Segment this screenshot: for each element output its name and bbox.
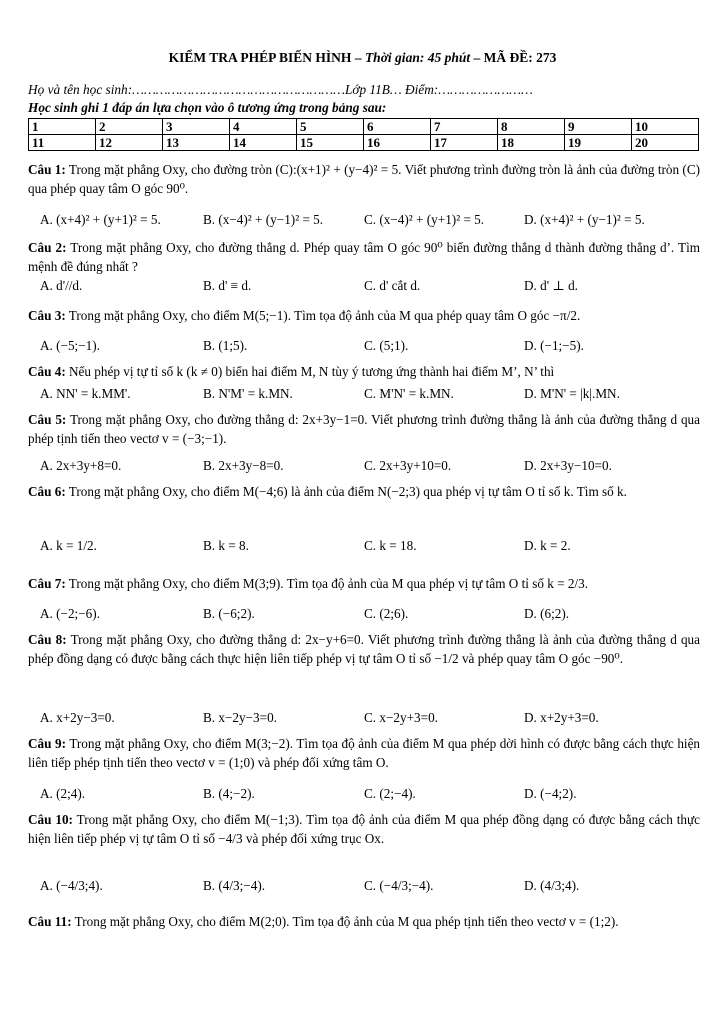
question-text: Trong mặt phẳng Oxy, cho điểm M(−4;6) là ảnh của điểm N(−2;3) qua phép vị tự tâm O tỉ số k. Tìm số k. <box>68 484 627 499</box>
question-6 <box>28 482 700 501</box>
option-d[interactable]: D. d' ⊥ d. <box>524 278 578 293</box>
title-time: Thời gian: 45 phút <box>364 50 471 65</box>
question-label: Câu 8: <box>28 632 67 647</box>
option-b[interactable]: B. x−2y−3=0. <box>203 710 277 725</box>
answer-cell[interactable]: 10 <box>632 119 699 135</box>
option-a[interactable]: A. x+2y−3=0. <box>40 710 115 725</box>
question-text: Trong mặt phẳng Oxy, cho điểm M(−1;3). Tìm tọa độ ảnh của điểm M qua phép đồng dạng có được bằng cách thực hiện liên tiếp phép vị tự tâm O tỉ số −4/3 và phép đối xứng trục Ox. <box>28 812 701 846</box>
option-a[interactable]: A. (−5;−1). <box>40 338 100 353</box>
question-2 <box>28 238 700 276</box>
option-b[interactable]: B. (1;5). <box>203 338 248 353</box>
option-a[interactable]: A. (x+4)² + (y+1)² = 5. <box>40 212 161 227</box>
question-4 <box>28 362 700 381</box>
title-code: MÃ ĐỀ: 273 <box>483 50 557 65</box>
option-c[interactable]: C. (2;6). <box>364 606 409 621</box>
options-1 <box>28 212 700 232</box>
answer-table-row-1 <box>29 119 699 135</box>
option-b[interactable]: B. N'M' = k.MN. <box>203 386 293 401</box>
answer-cell[interactable]: 4 <box>230 119 297 135</box>
question-text: Trong mặt phẳng Oxy, cho đường thẳng d: 2x−y+6=0. Viết phương trình đường thẳng là ảnh của đường thẳng d qua phép đồng dạng có được bằng cách thực hiện liên tiếp phép vị tự tâm O tỉ số −1/2 và phép quay tâm O góc −90⁰. <box>28 632 701 666</box>
option-c[interactable]: C. (2;−4). <box>364 786 416 801</box>
option-c[interactable]: C. d' cắt d. <box>364 278 421 293</box>
option-a[interactable]: A. k = 1/2. <box>40 538 97 553</box>
question-label: Câu 6: <box>28 484 66 499</box>
answer-cell[interactable]: 13 <box>163 135 230 151</box>
answer-cell[interactable]: 17 <box>431 135 498 151</box>
option-d[interactable]: D. (4/3;4). <box>524 878 580 893</box>
question-label: Câu 4: <box>28 364 66 379</box>
question-text: Trong mặt phẳng Oxy, cho đường thẳng d. Phép quay tâm O góc 90⁰ biến đường thẳng d thành đường thẳng d’. Tìm mệnh đề đúng nhất ? <box>28 240 701 274</box>
option-b[interactable]: B. (x−4)² + (y−1)² = 5. <box>203 212 324 227</box>
answer-cell[interactable]: 6 <box>364 119 431 135</box>
option-a[interactable]: A. NN' = k.MM'. <box>40 386 131 401</box>
option-a[interactable]: A. (2;4). <box>40 786 86 801</box>
answer-cell[interactable]: 1 <box>29 119 96 135</box>
option-b[interactable]: B. (4;−2). <box>203 786 255 801</box>
question-text: Trong mặt phẳng Oxy, cho đường tròn (C):(x+1)² + (y−4)² = 5. Viết phương trình đường tròn là ảnh của đường tròn (C) qua phép quay tâm O góc 90⁰. <box>28 162 701 196</box>
option-c[interactable]: C. x−2y+3=0. <box>364 710 438 725</box>
answer-cell[interactable]: 7 <box>431 119 498 135</box>
answer-cell[interactable]: 18 <box>498 135 565 151</box>
answer-table-row-2 <box>29 135 699 151</box>
answer-cell[interactable]: 20 <box>632 135 699 151</box>
option-a[interactable]: A. d'//d. <box>40 278 83 293</box>
option-d[interactable]: D. (−1;−5). <box>524 338 584 353</box>
question-label: Câu 7: <box>28 576 66 591</box>
question-label: Câu 11: <box>28 914 72 929</box>
option-d[interactable]: D. x+2y+3=0. <box>524 710 599 725</box>
answer-cell[interactable]: 19 <box>565 135 632 151</box>
answer-cell[interactable]: 3 <box>163 119 230 135</box>
option-d[interactable]: D. (−4;2). <box>524 786 577 801</box>
answer-cell[interactable]: 12 <box>96 135 163 151</box>
option-b[interactable]: B. (4/3;−4). <box>203 878 266 893</box>
option-a[interactable]: A. (−4/3;4). <box>40 878 103 893</box>
question-label: Câu 3: <box>28 308 66 323</box>
option-c[interactable]: C. (x−4)² + (y+1)² = 5. <box>364 212 485 227</box>
question-8 <box>28 630 700 668</box>
question-5 <box>28 410 700 448</box>
question-label: Câu 1: <box>28 162 66 177</box>
question-label: Câu 5: <box>28 412 67 427</box>
answer-cell[interactable]: 2 <box>96 119 163 135</box>
question-1 <box>28 160 700 198</box>
answer-cell[interactable]: 8 <box>498 119 565 135</box>
option-d[interactable]: D. M'N' = |k|.MN. <box>524 386 620 401</box>
options-3 <box>28 338 700 358</box>
answer-cell[interactable]: 14 <box>230 135 297 151</box>
answer-cell[interactable]: 11 <box>29 135 96 151</box>
instruction-line: Học sinh ghi 1 đáp án lựa chọn vào ô tương ứng trong bảng sau: <box>28 100 387 115</box>
options-7 <box>28 606 700 626</box>
answer-table <box>28 118 699 151</box>
question-label: Câu 9: <box>28 736 66 751</box>
title-main: KIỂM TRA PHÉP BIẾN HÌNH <box>168 50 352 65</box>
question-text: Trong mặt phẳng Oxy, cho điểm M(5;−1). Tìm tọa độ ảnh của M qua phép quay tâm O góc −π/2. <box>68 308 581 323</box>
question-3 <box>28 306 700 325</box>
option-d[interactable]: D. k = 2. <box>524 538 571 553</box>
answer-cell[interactable]: 16 <box>364 135 431 151</box>
option-b[interactable]: B. k = 8. <box>203 538 249 553</box>
option-c[interactable]: C. (−4/3;−4). <box>364 878 434 893</box>
options-9 <box>28 786 700 806</box>
question-text: Trong mặt phẳng Oxy, cho điểm M(3;−2). Tìm tọa độ ảnh của điểm M qua phép dời hình có được bằng cách thực hiện liên tiếp phép tịnh tiến theo vectơ v = (1;0) và phép đối xứng tâm O. <box>28 736 701 770</box>
exam-title: KIỂM TRA PHÉP BIẾN HÌNH – Thời gian: 45 phút – MÃ ĐỀ: 273 <box>168 50 557 65</box>
option-d[interactable]: D. (6;2). <box>524 606 570 621</box>
option-b[interactable]: B. d' ≡ d. <box>203 278 252 293</box>
option-c[interactable]: C. (5;1). <box>364 338 409 353</box>
option-c[interactable]: C. k = 18. <box>364 538 417 553</box>
option-a[interactable]: A. (−2;−6). <box>40 606 100 621</box>
question-label: Câu 2: <box>28 240 67 255</box>
option-b[interactable]: B. 2x+3y−8=0. <box>203 458 284 473</box>
options-10 <box>28 878 700 898</box>
question-11 <box>28 912 700 931</box>
answer-cell[interactable]: 15 <box>297 135 364 151</box>
question-text: Trong mặt phẳng Oxy, cho điểm M(2;0). Tìm tọa độ ảnh của M qua phép tịnh tiến theo vectơ v = (1;2). <box>74 914 619 929</box>
options-6 <box>28 538 700 558</box>
options-8 <box>28 710 700 730</box>
question-text: Trong mặt phẳng Oxy, cho điểm M(3;9). Tìm tọa độ ảnh của M qua phép vị tự tâm O tỉ số k = 2/3. <box>68 576 588 591</box>
option-b[interactable]: B. (−6;2). <box>203 606 255 621</box>
question-7 <box>28 574 700 593</box>
option-c[interactable]: C. M'N' = k.MN. <box>364 386 454 401</box>
options-5 <box>28 458 700 478</box>
option-d[interactable]: D. (x+4)² + (y−1)² = 5. <box>524 212 645 227</box>
answer-cell[interactable]: 9 <box>565 119 632 135</box>
question-9 <box>28 734 700 772</box>
options-4 <box>28 386 700 406</box>
options-2 <box>28 278 700 298</box>
student-info-line: Họ và tên học sinh:………………………………………………Lớp 11B… Điểm:…………………… <box>28 82 533 97</box>
option-d[interactable]: D. 2x+3y−10=0. <box>524 458 612 473</box>
question-10 <box>28 810 700 848</box>
question-label: Câu 10: <box>28 812 73 827</box>
answer-cell[interactable]: 5 <box>297 119 364 135</box>
question-text: Trong mặt phẳng Oxy, cho đường thẳng d: 2x+3y−1=0. Viết phương trình đường thẳng là ảnh của đường thẳng d qua phép tịnh tiến theo vectơ v = (−3;−1). <box>28 412 700 446</box>
option-a[interactable]: A. 2x+3y+8=0. <box>40 458 122 473</box>
option-c[interactable]: C. 2x+3y+10=0. <box>364 458 452 473</box>
question-text: Nếu phép vị tự tỉ số k (k ≠ 0) biến hai điểm M, N tùy ý tương ứng thành hai điểm M’, N’ thì <box>69 364 555 379</box>
